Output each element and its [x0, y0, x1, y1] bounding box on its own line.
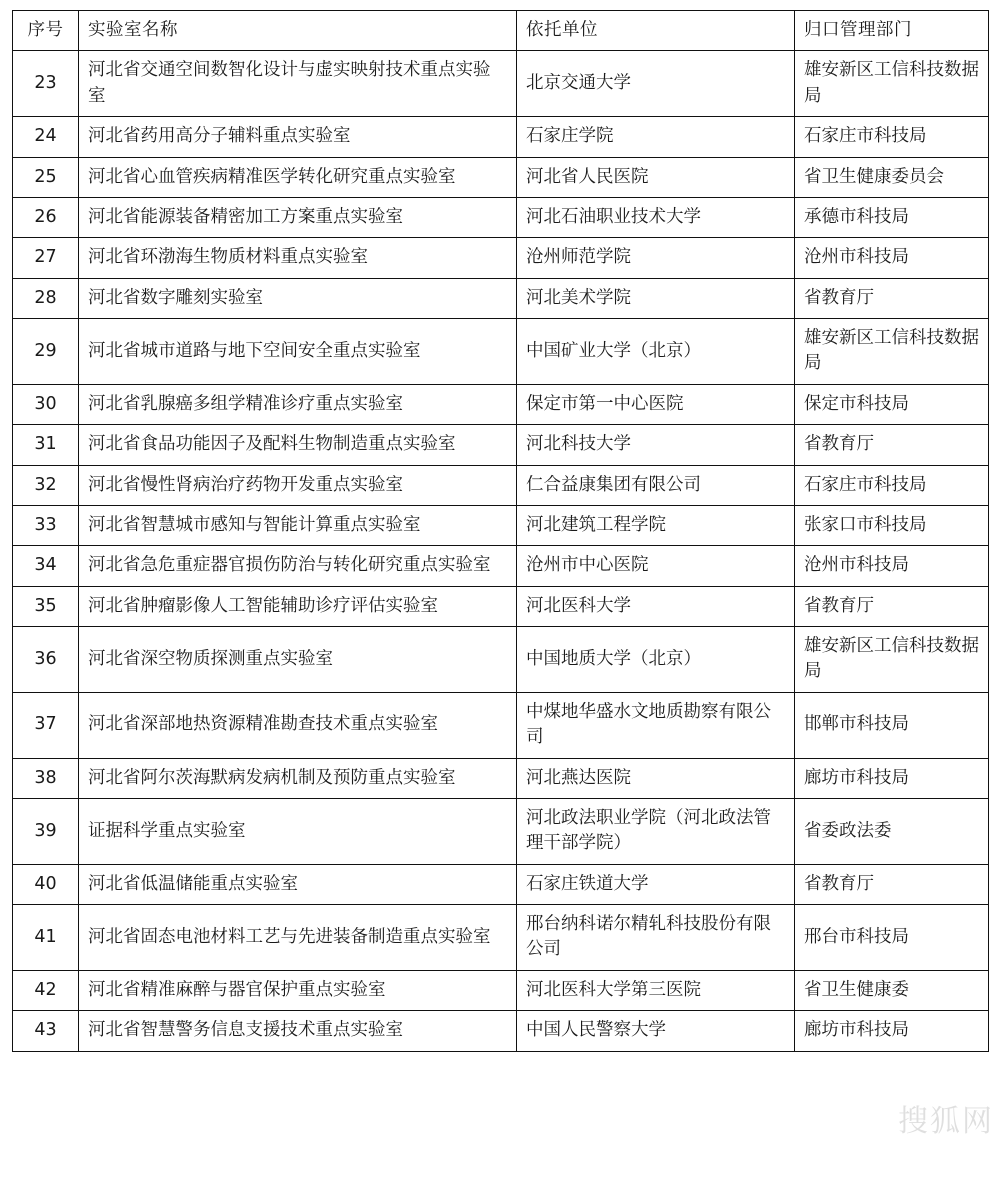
cell-managing-department: 承德市科技局	[795, 197, 989, 237]
cell-host-organization: 河北燕达医院	[517, 758, 795, 798]
cell-host-organization: 河北石油职业技术大学	[517, 197, 795, 237]
cell-managing-department: 雄安新区工信科技数据局	[795, 51, 989, 117]
cell-host-organization: 北京交通大学	[517, 51, 795, 117]
cell-laboratory-name: 河北省环渤海生物质材料重点实验室	[79, 238, 517, 278]
cell-host-organization: 河北医科大学	[517, 586, 795, 626]
cell-serial-number: 30	[13, 384, 79, 424]
table-row	[13, 505, 989, 545]
cell-serial-number: 41	[13, 905, 79, 971]
cell-laboratory-name: 河北省阿尔茨海默病发病机制及预防重点实验室	[79, 758, 517, 798]
cell-laboratory-name: 河北省能源装备精密加工方案重点实验室	[79, 197, 517, 237]
cell-laboratory-name: 河北省食品功能因子及配料生物制造重点实验室	[79, 425, 517, 465]
cell-host-organization: 河北省人民医院	[517, 157, 795, 197]
cell-laboratory-name: 河北省深空物质探测重点实验室	[79, 627, 517, 693]
cell-serial-number: 37	[13, 692, 79, 758]
cell-managing-department: 廊坊市科技局	[795, 1011, 989, 1051]
cell-managing-department: 省教育厅	[795, 586, 989, 626]
cell-serial-number: 33	[13, 505, 79, 545]
cell-laboratory-name: 河北省乳腺癌多组学精准诊疗重点实验室	[79, 384, 517, 424]
cell-laboratory-name: 河北省智慧城市感知与智能计算重点实验室	[79, 505, 517, 545]
table-row	[13, 465, 989, 505]
cell-host-organization: 保定市第一中心医院	[517, 384, 795, 424]
cell-serial-number: 35	[13, 586, 79, 626]
cell-serial-number: 38	[13, 758, 79, 798]
cell-host-organization: 中国地质大学（北京）	[517, 627, 795, 693]
cell-serial-number: 23	[13, 51, 79, 117]
cell-laboratory-name: 河北省深部地热资源精准勘查技术重点实验室	[79, 692, 517, 758]
table-row	[13, 692, 989, 758]
cell-serial-number: 31	[13, 425, 79, 465]
table-row	[13, 970, 989, 1010]
cell-managing-department: 省委政法委	[795, 798, 989, 864]
cell-managing-department: 张家口市科技局	[795, 505, 989, 545]
cell-serial-number: 43	[13, 1011, 79, 1051]
cell-managing-department: 省教育厅	[795, 864, 989, 904]
cell-managing-department: 省卫生健康委员会	[795, 157, 989, 197]
cell-laboratory-name: 河北省急危重症器官损伤防治与转化研究重点实验室	[79, 546, 517, 586]
cell-host-organization: 河北科技大学	[517, 425, 795, 465]
table-row	[13, 197, 989, 237]
table-row	[13, 905, 989, 971]
cell-laboratory-name: 河北省心血管疾病精准医学转化研究重点实验室	[79, 157, 517, 197]
cell-laboratory-name: 河北省数字雕刻实验室	[79, 278, 517, 318]
cell-serial-number: 28	[13, 278, 79, 318]
cell-serial-number: 32	[13, 465, 79, 505]
cell-managing-department: 雄安新区工信科技数据局	[795, 319, 989, 385]
cell-host-organization: 沧州市中心医院	[517, 546, 795, 586]
cell-managing-department: 省卫生健康委	[795, 970, 989, 1010]
header-managing-department: 归口管理部门	[795, 11, 989, 51]
table-header	[13, 11, 989, 51]
cell-host-organization: 仁合益康集团有限公司	[517, 465, 795, 505]
cell-managing-department: 雄安新区工信科技数据局	[795, 627, 989, 693]
table-body	[13, 51, 989, 1051]
cell-laboratory-name: 河北省城市道路与地下空间安全重点实验室	[79, 319, 517, 385]
table-row	[13, 758, 989, 798]
table-header-row	[13, 11, 989, 51]
table-row	[13, 51, 989, 117]
cell-host-organization: 河北政法职业学院（河北政法管理干部学院）	[517, 798, 795, 864]
cell-managing-department: 廊坊市科技局	[795, 758, 989, 798]
cell-host-organization: 中国矿业大学（北京）	[517, 319, 795, 385]
cell-host-organization: 石家庄学院	[517, 117, 795, 157]
cell-laboratory-name: 河北省慢性肾病治疗药物开发重点实验室	[79, 465, 517, 505]
table-row	[13, 238, 989, 278]
table-row	[13, 627, 989, 693]
cell-managing-department: 沧州市科技局	[795, 238, 989, 278]
cell-managing-department: 省教育厅	[795, 425, 989, 465]
cell-host-organization: 河北建筑工程学院	[517, 505, 795, 545]
cell-laboratory-name: 河北省交通空间数智化设计与虚实映射技术重点实验室	[79, 51, 517, 117]
cell-laboratory-name: 河北省精准麻醉与器官保护重点实验室	[79, 970, 517, 1010]
cell-host-organization: 河北美术学院	[517, 278, 795, 318]
cell-laboratory-name: 河北省低温储能重点实验室	[79, 864, 517, 904]
cell-managing-department: 石家庄市科技局	[795, 117, 989, 157]
table-row	[13, 798, 989, 864]
cell-host-organization: 中煤地华盛水文地质勘察有限公司	[517, 692, 795, 758]
cell-serial-number: 34	[13, 546, 79, 586]
cell-managing-department: 保定市科技局	[795, 384, 989, 424]
cell-laboratory-name: 河北省智慧警务信息支援技术重点实验室	[79, 1011, 517, 1051]
table-row	[13, 1011, 989, 1051]
cell-managing-department: 邢台市科技局	[795, 905, 989, 971]
table-row	[13, 546, 989, 586]
cell-serial-number: 29	[13, 319, 79, 385]
cell-serial-number: 39	[13, 798, 79, 864]
cell-serial-number: 24	[13, 117, 79, 157]
table-row	[13, 384, 989, 424]
cell-laboratory-name: 河北省肿瘤影像人工智能辅助诊疗评估实验室	[79, 586, 517, 626]
cell-serial-number: 42	[13, 970, 79, 1010]
table-row	[13, 425, 989, 465]
table-row	[13, 319, 989, 385]
table-row	[13, 157, 989, 197]
cell-managing-department: 邯郸市科技局	[795, 692, 989, 758]
cell-host-organization: 中国人民警察大学	[517, 1011, 795, 1051]
cell-managing-department: 省教育厅	[795, 278, 989, 318]
header-laboratory-name: 实验室名称	[79, 11, 517, 51]
cell-host-organization: 沧州师范学院	[517, 238, 795, 278]
table-row	[13, 278, 989, 318]
cell-managing-department: 石家庄市科技局	[795, 465, 989, 505]
cell-host-organization: 石家庄铁道大学	[517, 864, 795, 904]
header-serial-number: 序号	[13, 11, 79, 51]
cell-host-organization: 河北医科大学第三医院	[517, 970, 795, 1010]
header-host-organization: 依托单位	[517, 11, 795, 51]
cell-managing-department: 沧州市科技局	[795, 546, 989, 586]
watermark: 搜狐网	[898, 1104, 994, 1139]
laboratory-list-table	[12, 10, 989, 1052]
cell-host-organization: 邢台纳科诺尔精轧科技股份有限公司	[517, 905, 795, 971]
cell-laboratory-name: 河北省固态电池材料工艺与先进装备制造重点实验室	[79, 905, 517, 971]
cell-serial-number: 27	[13, 238, 79, 278]
cell-serial-number: 40	[13, 864, 79, 904]
cell-serial-number: 26	[13, 197, 79, 237]
cell-laboratory-name: 证据科学重点实验室	[79, 798, 517, 864]
cell-serial-number: 25	[13, 157, 79, 197]
cell-laboratory-name: 河北省药用高分子辅料重点实验室	[79, 117, 517, 157]
cell-serial-number: 36	[13, 627, 79, 693]
table-row	[13, 586, 989, 626]
table-row	[13, 864, 989, 904]
table-row	[13, 117, 989, 157]
